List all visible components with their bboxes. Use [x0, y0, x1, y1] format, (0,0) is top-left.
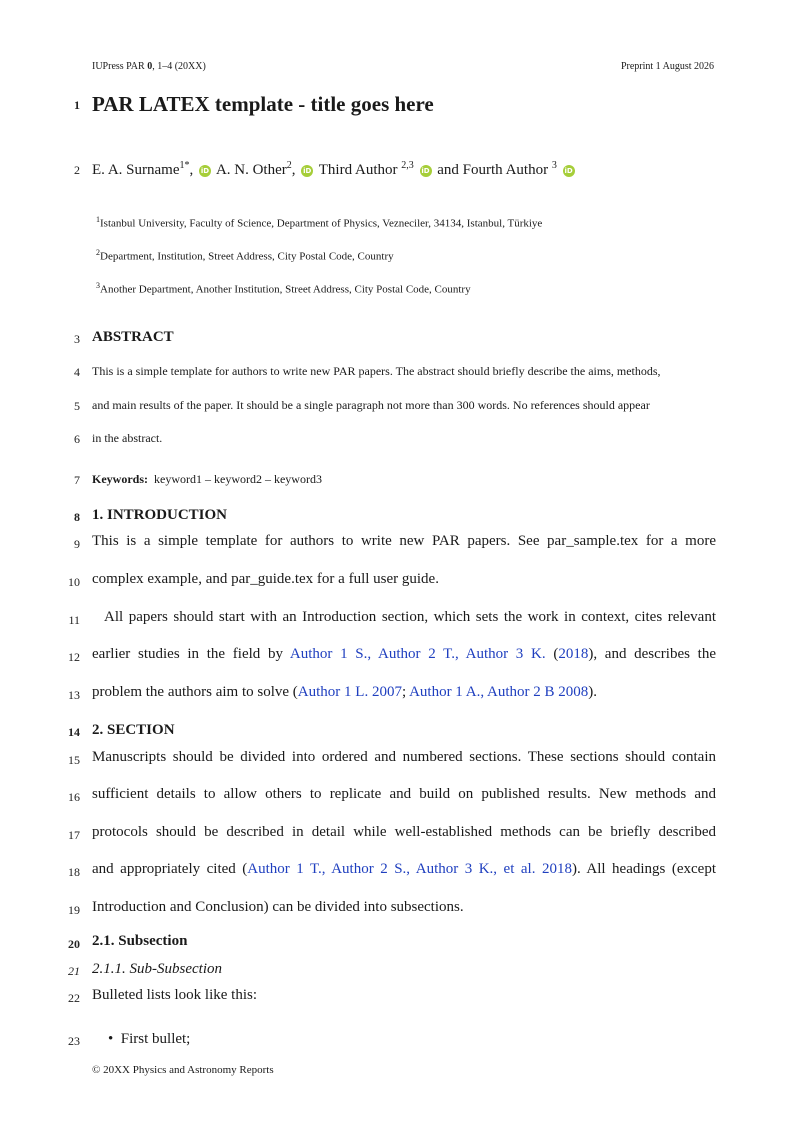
affiliation: $^2$Department, Institution, Street Address, City Postal Code, Country: [96, 248, 394, 263]
body-text-line: problem the authors aim to solve (Author 1 L. 2007; Author 1 A., Author 2 B 2008).: [92, 684, 597, 700]
line-number: 18: [68, 865, 80, 879]
line-number: 13: [68, 688, 80, 702]
author-name: and Fourth Author: [437, 162, 552, 178]
body-text-line: complex example, and par_guide.tex for a full user guide.: [92, 571, 439, 587]
running-header-journal: IUPress PAR 0, 1–4 (20XX): [92, 61, 206, 72]
body-text-line: protocols should be described in detail while well-established methods can be briefly described: [92, 824, 716, 840]
line-number: 4: [74, 365, 80, 379]
paper-title: PAR LATEX template - title goes here: [92, 92, 434, 116]
keywords-label: Keywords:: [92, 472, 148, 486]
author-name: A. N. Other: [215, 162, 287, 178]
line-number: 11: [68, 613, 80, 627]
author-name: E. A. Surname: [92, 162, 180, 178]
running-header-preprint-date: Preprint 1 August 2026: [620, 61, 714, 72]
line-number: 22: [68, 991, 80, 1005]
affiliation: $^1$Istanbul University, Faculty of Science, Department of Physics, Vezneciler, 34134, Istanbul, Türkiye: [96, 215, 543, 230]
list-item: • First bullet;: [108, 1031, 191, 1047]
line-number: 21: [68, 964, 80, 978]
line-number: 23: [68, 1034, 80, 1048]
section-heading-introduction: 1. INTRODUCTION: [92, 507, 228, 523]
author-name: Third Author: [318, 162, 402, 178]
author-affiliation-mark: 1*: [179, 160, 190, 171]
citation-year-link[interactable]: 2018: [558, 646, 589, 662]
section-heading-section: 2. SECTION: [92, 722, 175, 738]
journal-volume: 0: [147, 61, 153, 72]
subsubsection-heading: 2.1.1. Sub-Subsection: [92, 961, 222, 977]
author-affiliation-mark: 3: [551, 160, 557, 171]
line-number: 19: [68, 903, 80, 917]
subsection-heading: 2.1. Subsection: [92, 933, 188, 949]
line-number: 12: [68, 650, 80, 664]
citation-link[interactable]: Author 1 T., Author 2 S., Author 3 K., et al. 2018: [247, 861, 572, 877]
line-number: 17: [68, 828, 80, 842]
abstract-line: and main results of the paper. It should be a single paragraph not more than 300 words. No references should appear: [92, 398, 650, 412]
line-number: 20: [68, 937, 80, 951]
body-text-line: All papers should start with an Introduction section, which sets the work in context, cites relevant: [104, 609, 716, 625]
body-text-line: Manuscripts should be divided into ordered and numbered sections. These sections should contain: [92, 749, 716, 765]
orcid-icon[interactable]: iD: [564, 167, 573, 175]
keywords-text: keyword1 – keyword2 – keyword3: [154, 472, 322, 486]
body-text-line: and appropriately cited (Author 1 T., Author 2 S., Author 3 K., et al. 2018). All headings (except: [92, 861, 717, 877]
bullet-icon: •: [108, 1031, 114, 1047]
body-text-line: Introduction and Conclusion) can be divided into subsections.: [92, 899, 464, 915]
citation-link[interactable]: Author 1 A., Author 2 B 2008: [409, 684, 589, 700]
line-number: 14: [68, 725, 80, 739]
author-list: E. A. Surname$^{1*}$, iD A. N. Other$^2$, iD Third Author $^{2,3}$ iD and Fourth Author $^3$ iD: [92, 160, 573, 178]
orcid-icon[interactable]: iD: [200, 167, 210, 175]
affiliation: $^3$Another Department, Another Institution, Street Address, City Postal Code, Country: [96, 281, 471, 296]
line-number: 15: [68, 753, 80, 767]
abstract-line: in the abstract.: [92, 431, 163, 445]
line-number: 16: [68, 790, 80, 804]
orcid-icon[interactable]: iD: [303, 167, 312, 175]
author-affiliation-mark: 2,3: [401, 160, 414, 171]
abstract-line: This is a simple template for authors to write new PAR papers. The abstract should briefly describe the aims, methods,: [92, 364, 661, 378]
line-number: 10: [68, 575, 80, 589]
abstract-heading: ABSTRACT: [92, 329, 174, 345]
line-number: 6: [74, 432, 80, 446]
citation-link[interactable]: Author 1 L. 2007: [297, 684, 402, 700]
line-number: 3: [74, 332, 80, 346]
citation-link[interactable]: Author 1 S., Author 2 T., Author 3 K.: [289, 646, 546, 662]
body-text-line: earlier studies in the field by Author 1 S., Author 2 T., Author 3 K. (2018), and describes the: [92, 646, 716, 662]
orcid-icon[interactable]: iD: [421, 167, 430, 175]
body-text-line: Bulleted lists look like this:: [92, 987, 257, 1003]
author-affiliation-mark: 2: [286, 160, 292, 171]
line-number: 7: [74, 473, 80, 487]
line-number: 1: [74, 98, 80, 112]
line-number: 5: [74, 399, 80, 413]
line-number: 8: [74, 510, 80, 524]
line-number: 9: [74, 537, 80, 551]
copyright-footer: © 20XX Physics and Astronomy Reports: [92, 1064, 274, 1076]
line-number: 2: [74, 163, 80, 177]
body-text-line: This is a simple template for authors to write new PAR papers. See par_sample.tex for a more: [92, 533, 716, 549]
keywords: [92, 472, 322, 487]
body-text-line: sufficient details to allow others to replicate and build on published results. New methods and: [92, 786, 716, 802]
